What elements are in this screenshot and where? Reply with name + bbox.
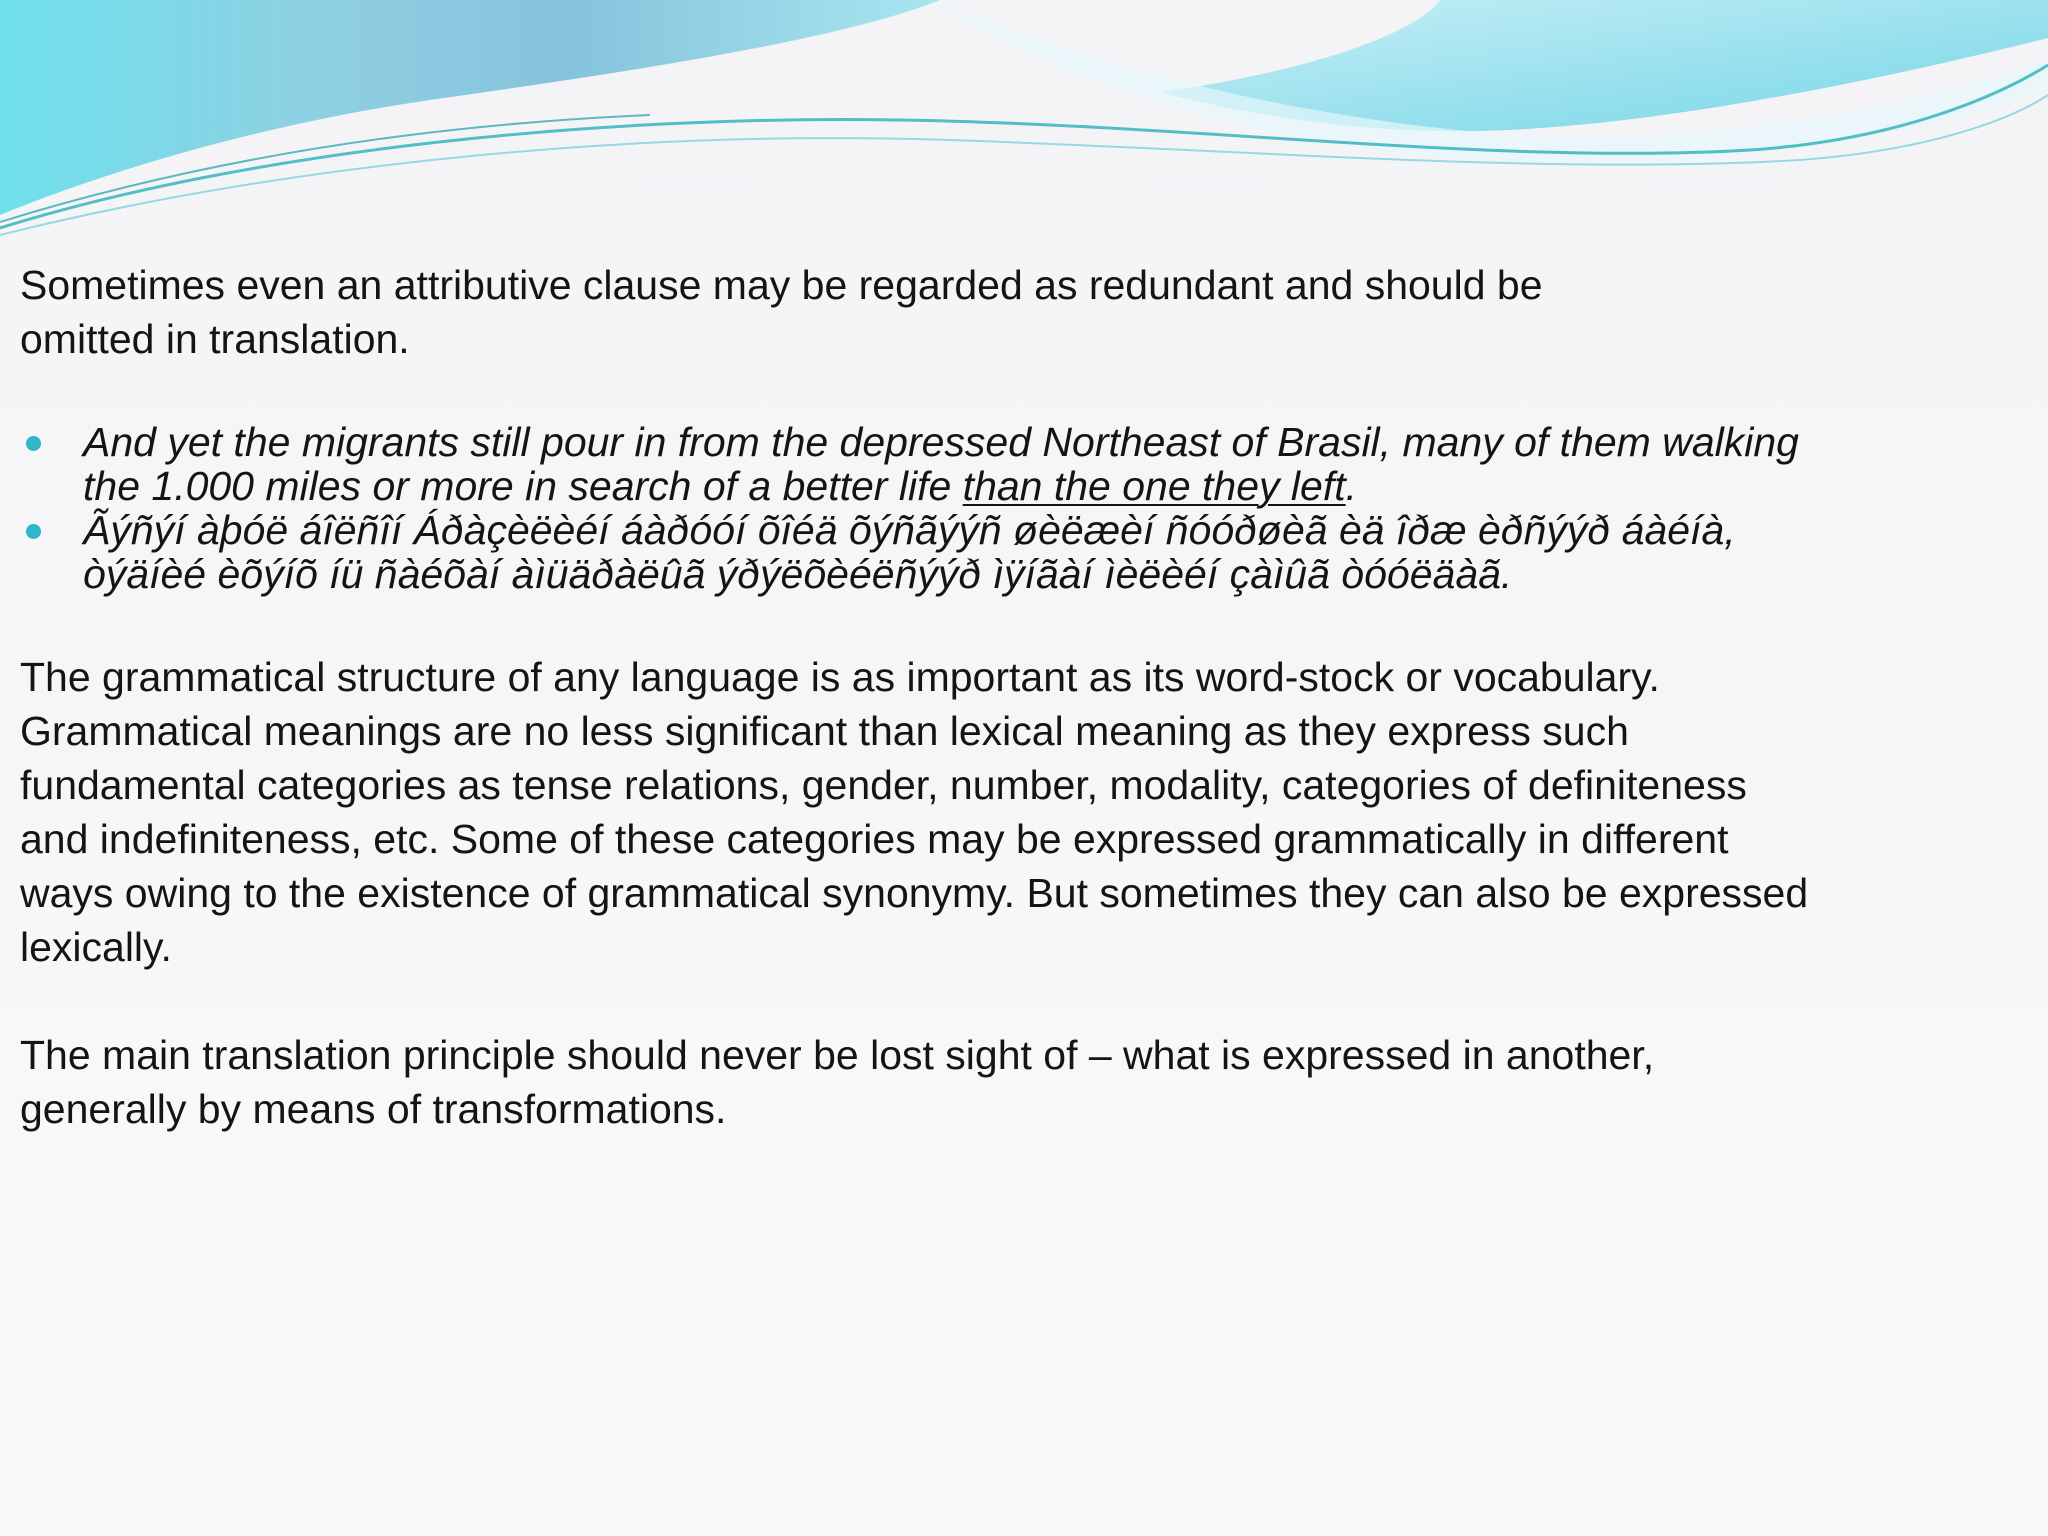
slide-body: [20, 258, 1820, 1136]
principle-paragraph: The main translation principle should never be lost sight of – what is expressed in another, generally by means of transformations.: [20, 1032, 1655, 1132]
example-bullet-list: [20, 420, 1820, 596]
bullet-dot-icon: [26, 436, 41, 451]
bullet-dot-icon: [26, 524, 41, 539]
grammar-paragraph: The grammatical structure of any language is as important as its word-stock or vocabulary. Grammatical meanings are no less significant than lexical meaning as they express such fundamental categories as tense relations, gender, number, modality, categories of definiteness and indefiniteness, etc. Some of these categories may be expressed grammatically in different ways owing to the existence of grammatical synonymy. But sometimes they can also be expressed lexically.: [20, 654, 1809, 970]
bullet-1-text-before: And yet the migrants still pour in from the depressed Northeast of Brasil, many of them walking the 1.000 miles or more in search of a better life: [83, 419, 1799, 509]
bullet-1-underlined-clause: than the one they left: [962, 463, 1346, 509]
bullet-translation-example: [20, 508, 1820, 596]
intro-paragraph: Sometimes even an attributive clause may be regarded as redundant and should be omitted in translation.: [20, 262, 1543, 362]
bullet-1-text-after: .: [1345, 463, 1358, 509]
bullet-english-example: [20, 420, 1820, 508]
decorative-wave-header: [0, 0, 2048, 260]
bullet-2-text: Ãýñýí àþóë áîëñîí Áðàçèëèéí áàðóóí õîéä õýñãýýñ øèëæèí ñóóðøèã èä îðæ èðñýýð áàéíà, òýäíèé èõýíõ íü ñàéõàí àìüäðàëûã ýðýëõèéëñýýð ìÿíãàí ìèëèéí çàìûã òóóëäàã.: [83, 507, 1736, 597]
